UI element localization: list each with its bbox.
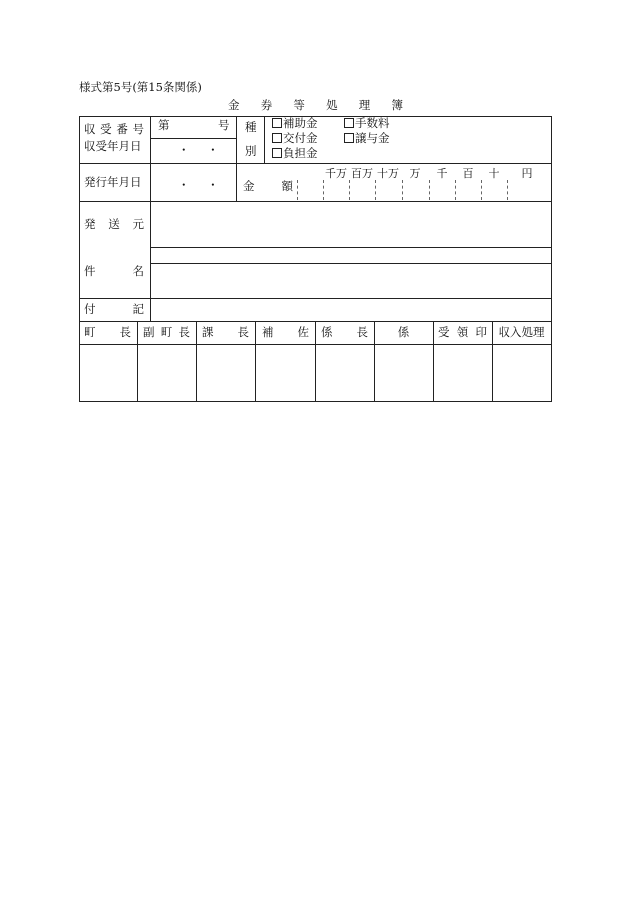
amount-field[interactable] [298,180,550,200]
kind-label-bottom: 別 [245,144,257,158]
amount-label: 金 額 [243,179,293,193]
approval-header-unit-chief: 係 長 [321,325,368,339]
kind-option-fee[interactable] [344,118,390,130]
title-char: 簿 [391,98,404,112]
sender-label: 発 送 元 [84,217,144,231]
unit-hundred-thousand: 十万 [377,167,399,180]
kind-option-subsidy[interactable] [272,118,318,130]
seal-cell-deputy-mayor[interactable] [138,345,195,400]
unit-thousand: 千 [436,167,448,180]
approval-header-mayor: 町 長 [84,325,131,339]
checkbox-icon[interactable] [272,133,282,143]
unit-ten-million: 千万 [325,167,347,180]
subject-field[interactable] [151,264,550,297]
option-label: 手数料 [355,116,390,130]
option-label: 負担金 [283,146,318,160]
receipt-number-field[interactable] [170,118,216,137]
unit-million: 百万 [351,167,373,180]
receipt-date-field[interactable] [151,139,235,162]
approval-header-section-chief: 課 長 [202,325,249,339]
approval-header-deputy-mayor: 副 町 長 [143,325,190,339]
ledger-title [228,100,404,112]
issue-date-field[interactable] [151,164,235,200]
title-char: 理 [358,98,372,112]
unit-hundred: 百 [462,167,474,180]
checkbox-icon[interactable] [344,133,354,143]
issue-date-label: 発行年月日 [84,175,142,189]
receipt-date-dots: ・ ・ [178,143,219,157]
checkbox-icon[interactable] [272,148,282,158]
sender-field[interactable] [151,202,550,246]
seal-cell-unit-chief[interactable] [316,345,373,400]
receipt-date-label: 収受年月日 [84,139,142,153]
checkbox-icon[interactable] [344,118,354,128]
issue-date-dots: ・ ・ [178,178,219,192]
unit-yen: 円 [521,167,533,180]
approval-header-receipt-seal: 受 領 印 [438,325,487,339]
kind-option-grant[interactable] [272,133,318,145]
approval-header-staff: 係 [397,325,410,339]
approval-header-assistant: 補 佐 [262,325,309,339]
seal-cell-mayor[interactable] [80,345,136,400]
title-char: 処 [326,98,339,112]
option-label: 譲与金 [355,131,390,145]
option-label: 補助金 [283,116,318,130]
title-char: 等 [293,98,306,112]
approval-header-income-processing: 収入処理 [498,325,545,339]
note-label: 付 記 [84,302,144,316]
seal-cell-staff[interactable] [375,345,432,400]
number-suffix: 号 [218,118,230,132]
seal-cell-receipt-seal[interactable] [434,345,491,400]
number-prefix: 第 [158,118,170,132]
kind-option-burden[interactable] [272,148,318,160]
kind-label-top: 種 [245,120,257,134]
unit-ten: 十 [488,167,500,180]
seal-cell-assistant[interactable] [256,345,314,400]
checkbox-icon[interactable] [272,118,282,128]
kind-option-transfer[interactable] [344,133,390,145]
receipt-number-label: 収 受 番 号 [84,122,144,136]
seal-cell-section-chief[interactable] [197,345,254,400]
form-label: 様式第5号(第15条関係) [79,80,202,94]
seal-cell-income-processing[interactable] [493,345,550,400]
subject-field-upper[interactable] [151,248,550,262]
note-field[interactable] [151,299,550,320]
unit-ten-thousand: 万 [409,167,421,180]
title-char: 券 [260,98,274,112]
subject-label: 件 名 [84,264,144,278]
option-label: 交付金 [283,131,318,145]
title-char: 金 [228,98,241,112]
